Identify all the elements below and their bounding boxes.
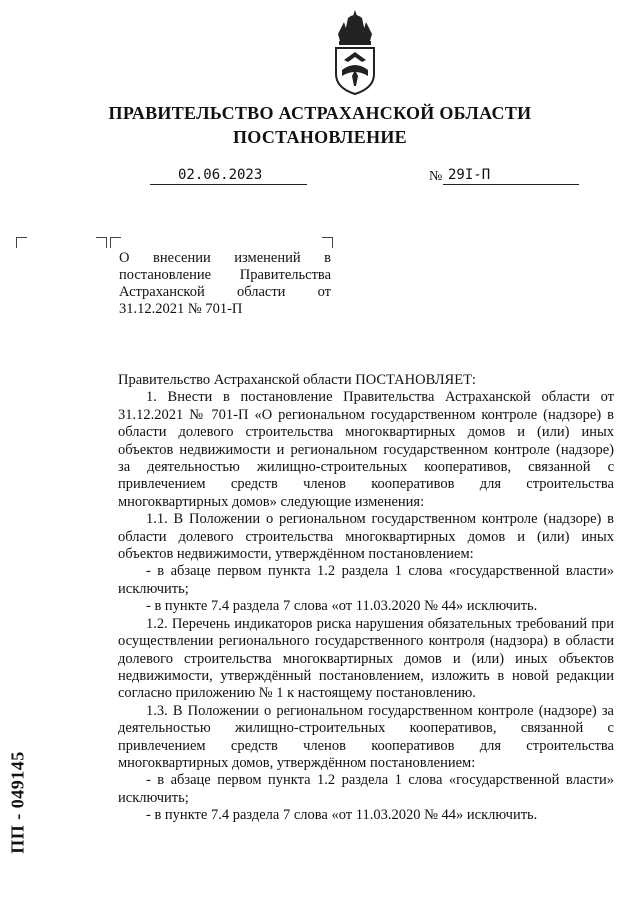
corner-mark-top-left (16, 237, 27, 248)
paragraph-1-1-a: - в абзаце первом пункта 1.2 раздела 1 слова «государственной власти» исключить; (118, 563, 614, 597)
paragraph-1-1: 1.1. В Положении о региональном государственном контроле (надзоре) в области долевого строительства многоквартирных домов и (или) иных объектов недвижимости, утверждённом постановлением: (118, 511, 614, 563)
paragraph-1-1-b: - в пункте 7.4 раздела 7 слова «от 11.03.2020 № 44» исключить. (146, 598, 538, 615)
document-body (118, 372, 614, 825)
document-type: ПОСТАНОВЛЕНИЕ (233, 127, 407, 147)
number-label: № (429, 169, 443, 184)
paragraph-1: 1. Внести в постановление Правительства Астраханской области от 31.12.2021 № 701-П «О региональном государственном контроле (надзоре) в области долевого строительства многоквартирных домов и (или) иных объектов недвижимости и региональном государственном контроле (надзоре) за деятельностью жилищно-строительных кооперативов, связанной с привлечением средств членов кооперативов для строительства многоквартирных домов» следующие изменения: (118, 389, 614, 510)
date-field (150, 167, 307, 185)
serial-number-stamp (3, 742, 29, 862)
document-number: 29I-П (448, 167, 491, 183)
intro-paragraph: Правительство Астраханской области ПОСТАНОВЛЯЕТ: (118, 372, 476, 388)
coat-of-arms-emblem (330, 8, 380, 96)
paragraph-1-2: 1.2. Перечень индикаторов риска нарушения обязательных требований при осуществлении регионального государственного контроля (надзора) в области долевого строительства многоквартирных домов и (или) иных объектов недвижимости, утверждённый постановлением, изложить в новой редакции согласно приложению № 1 к настоящему постановлению. (118, 615, 614, 702)
corner-mark-top-right (322, 237, 333, 248)
document-date: 02.06.2023 (178, 167, 263, 183)
paragraph-1-3-a: - в абзаце первом пункта 1.2 раздела 1 слова «государственной власти» исключить; (118, 772, 614, 806)
paragraph-1-3-b: - в пункте 7.4 раздела 7 слова «от 11.03.2020 № 44» исключить. (146, 807, 538, 824)
corner-mark-top-mid-right (96, 237, 107, 248)
paragraph-1-3: 1.3. В Положении о региональном государственном контроле (надзоре) за деятельностью жилищно-строительных кооперативов, связанной с привлечением средств членов кооперативов для строительства многоквартирных домов, утверждённом постановлением: (118, 702, 614, 771)
corner-mark-top-mid-left (110, 237, 121, 248)
number-field (443, 167, 579, 185)
government-title: ПРАВИТЕЛЬСТВО АСТРАХАНСКОЙ ОБЛАСТИ (108, 103, 532, 123)
document-subject: О внесении изменений в постановление Правительства Астраханской области от 31.12.2021 № 701-П (119, 250, 331, 317)
serial-number: ПП - 049145 (7, 751, 28, 854)
